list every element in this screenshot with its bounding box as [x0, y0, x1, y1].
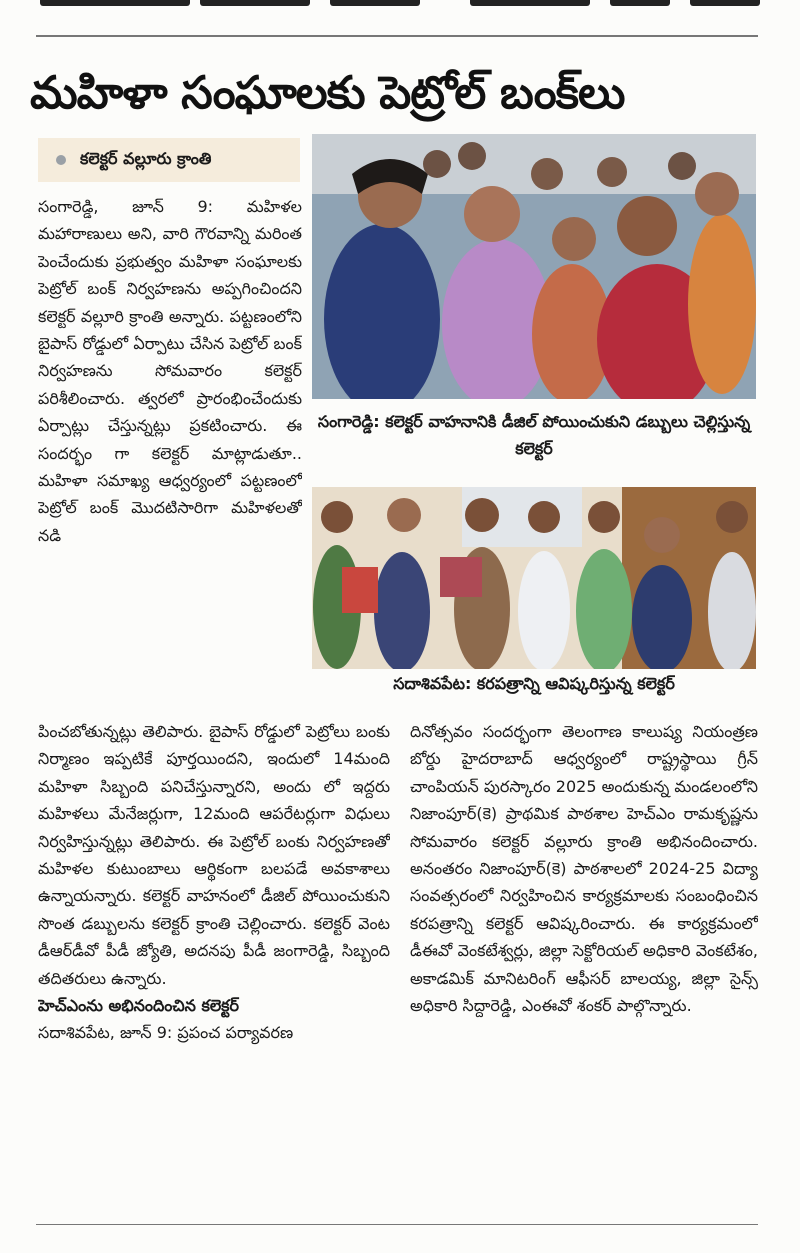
- photo-pamphlet-release: [312, 487, 756, 669]
- subheading: హెచ్ఎంను అభినందించిన కలెక్టర్: [38, 996, 239, 1016]
- photo-image: [312, 487, 756, 669]
- byline: [38, 138, 300, 182]
- bullet-icon: [56, 155, 66, 165]
- photo-image: [312, 134, 756, 399]
- top-rule: [36, 35, 758, 37]
- byline-text: కలెక్టర్ వల్లూరు క్రాంతి: [80, 148, 212, 168]
- article-paragraph: సదాశివపేట, జూన్ 9: ప్రపంచ పర్యావరణ: [38, 1023, 294, 1043]
- photo-collector-paying: [312, 134, 756, 399]
- article-column-2: [410, 718, 758, 1198]
- article-paragraph: సంగారెడ్డి, జూన్ 9: మహిళల మహారాణులు అని, వారి గౌరవాన్ని మరింత పెంచేందుకు ప్రభుత్వం మహిళా సంఘాలకు పెట్రోల్ బంక్ నిర్వహణను అప్పగించిందని కలెక్టర్ వల్లూరి క్రాంతి అన్నారు. పట్టణంలోని బైపాస్ రోడ్డులో ఏర్పాటు చేసిన పెట్రోల్ బంక్ నిర్వహణను సోమవారం కలెక్టర్ పరిశీలించారు. త్వరలో ప్రారంభించేందుకు ఏర్పాట్లు చేస్తున్నట్లు ప్రకటించారు. ఈ సందర్భం గా కలెక్టర్ మాట్లాడుతూ.. మహిళా సమాఖ్య ఆధ్వర్యంలో పట్టణంలో పెట్రోల్ బంక్ మొదటిసారిగా మహిళలతో నడి: [38, 197, 302, 545]
- article-column-1-bottom: [38, 718, 390, 1198]
- photo1-caption: సంగారెడ్డి: కలెక్టర్ వాహనానికి డీజిల్ పోయించుకుని డబ్బులు చెల్లిస్తున్న కలెక్టర్: [317, 412, 751, 458]
- bottom-rule: [36, 1224, 758, 1225]
- headline: మహిళా సంఘాలకు పెట్రోల్ బంక్‌లు: [30, 66, 625, 119]
- article-column-1-top: [38, 193, 302, 715]
- previous-article-strip: [0, 0, 800, 14]
- article-paragraph: దినోత్సవం సందర్భంగా తెలంగాణ కాలుష్య నియంత్రణ బోర్డు హైదరాబాద్ ఆధ్వర్యంలో రాష్ట్రస్థాయి గ్రీన్ చాంపియన్ పురస్కారం 2025 అందుకున్న మండలంలోని నిజాంపూర్(కె) ప్రాథమిక పాఠశాల హెచ్ఎం రామకృష్ణను సోమవారం కలెక్టర్ వల్లూరు క్రాంతి అభినందించారు. అనంతరం నిజాంపూర్(కె) పాఠశాలలో 2024-25 విద్యా సంవత్సరంలో నిర్వహించిన కార్యక్రమాలకు సంబంధించిన కరపత్రాన్ని కలెక్టర్ ఆవిష్కరించారు. ఈ కార్యక్రమంలో డీఈవో వెంకటేశ్వర్లు, జిల్లా సెక్టోరియల్ అధికారి వెంకటేశం, అకాడమిక్ మానిటరింగ్ ఆఫీసర్ బాలయ్య, జిల్లా సైన్స్ అధికారి సిద్దారెడ్డి, ఎంఈవో శంకర్ పాల్గొన్నారు.: [410, 722, 758, 1016]
- photo2-caption: సదాశివపేట: కరపత్రాన్ని ఆవిష్కరిస్తున్న కలెక్టర్: [393, 674, 675, 693]
- article-paragraph: పించబోతున్నట్లు తెలిపారు. బైపాస్ రోడ్డులో పెట్రోలు బంకు నిర్మాణం ఇప్పటికే పూర్తయిందని, ఇందులో 14మంది మహిళా సిబ్బంది పనిచేస్తున్నారని, అందు లో ఇద్దరు మహిళలు మేనేజర్లుగా, 12మంది ఆపరేటర్లుగా విధులు నిర్వహిస్తున్నట్లు తెలిపారు. ఈ పెట్రోల్ బంకు నిర్వహణతో మహిళల కుటుంబాలు ఆర్థికంగా బలపడే అవకాశాలు ఉన్నాయన్నారు. కలెక్టర్ వాహనంలో డీజిల్ పోయించుకుని సొంత డబ్బులను కలెక్టర్ క్రాంతి చెల్లించారు. కలెక్టర్ వెంట డీఆర్‌డీవో పీడీ జ్యోతి, అదనపు పీడీ జంగారెడ్డి, సిబ్బంది తదితరులు ఉన్నారు.: [38, 722, 390, 988]
